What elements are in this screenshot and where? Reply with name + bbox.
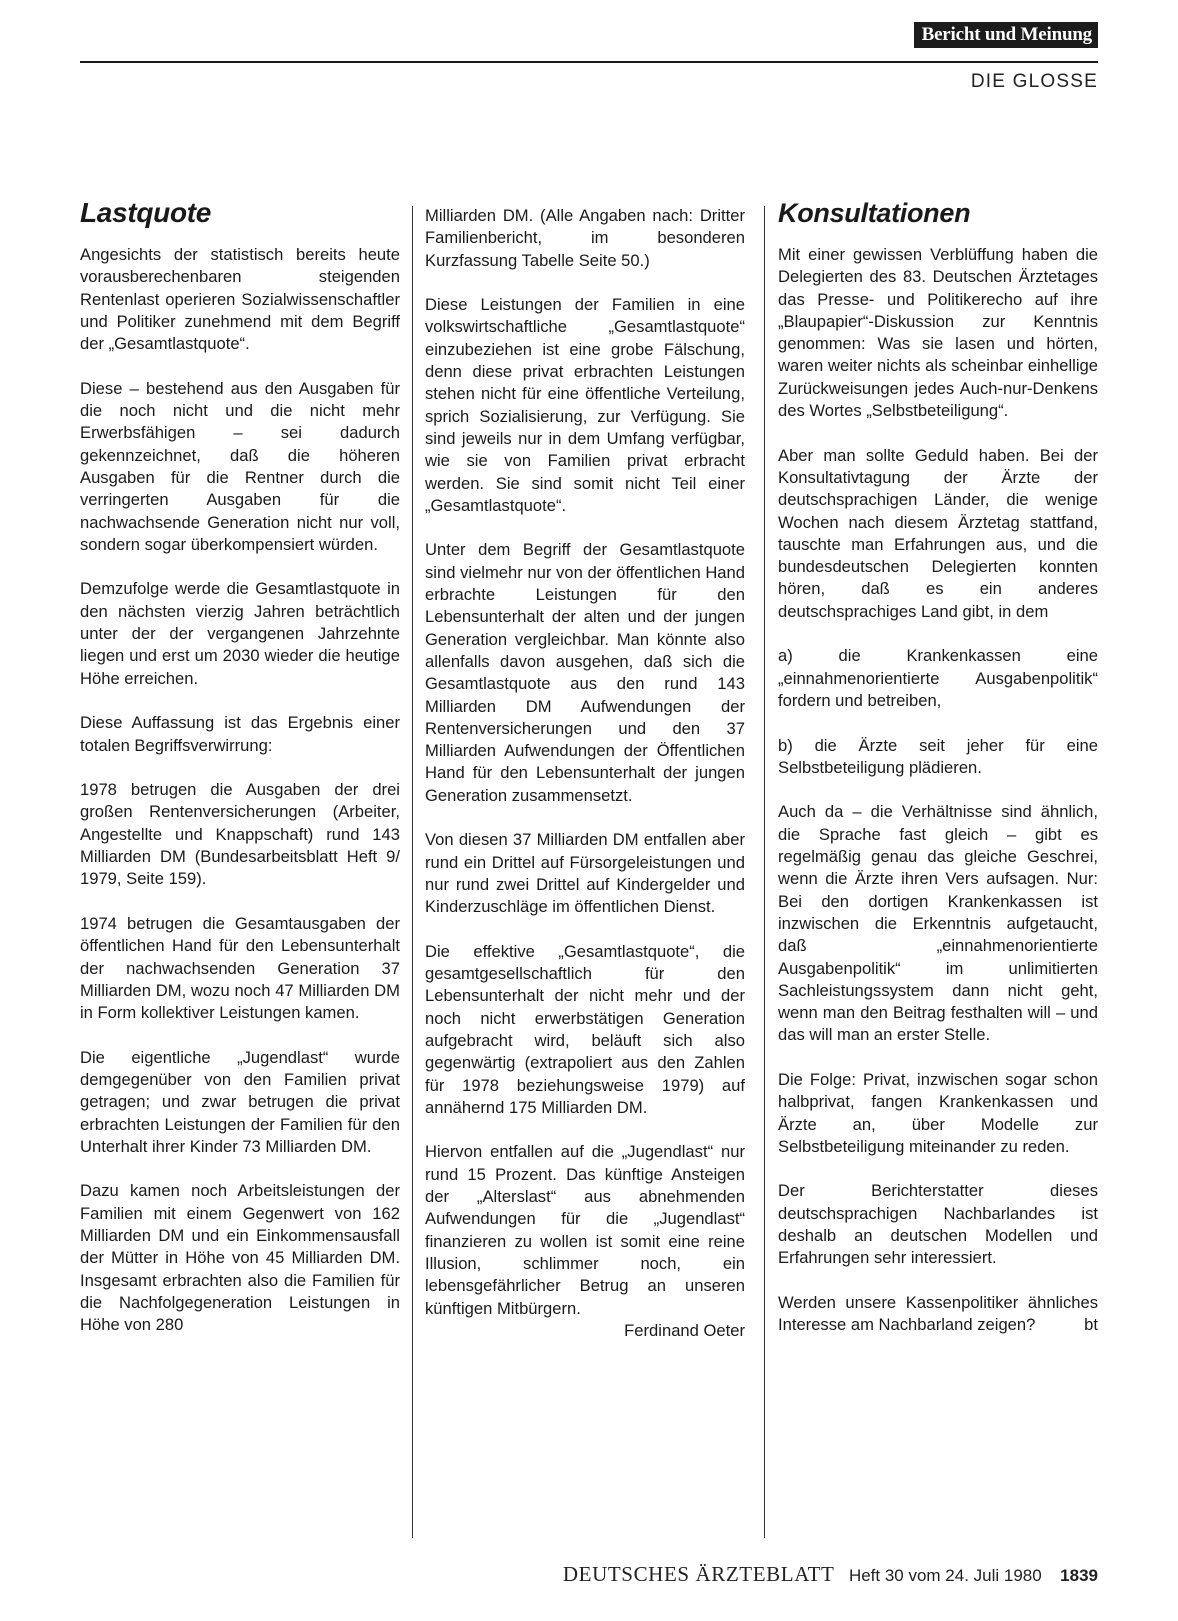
- paragraph: Hiervon entfallen auf die „Jugendlast“ nur rund 15 Prozent. Das künftige Ansteigen der „Alterslast“ aus abnehmenden Aufwendungen für die „Jugendlast“ finanzieren zu wollen ist somit eine reine Illusion, schlimmer noch, ein lebensgefährlicher Betrug an unseren künftigen Mitbürgern.: [425, 1142, 745, 1318]
- article-lastquote-column-1: [80, 196, 400, 1337]
- issue-info: Heft 30 vom 24. Juli 1980: [848, 1566, 1042, 1585]
- paragraph: Milliarden DM. (Alle Angaben nach: Dritter Familienbericht, im besonderen Kurzfassung Tabelle Seite 50.): [425, 206, 745, 270]
- paragraph: Diese Leistungen der Familien in eine volkswirtschaftliche „Gesamtlastquote“ einzubeziehen ist eine grobe Fälschung, denn diese privat erbrachten Leistungen stehen nicht für eine öffentliche Verteilung, sprich Sozialisierung, zur Verfügung. Sie sind jeweils nur in dem Umfang verfügbar, wie sie von Familien privat erbracht werden. Sie sind somit nicht Teil einer „Gesamtlastquote“.: [425, 295, 745, 515]
- journal-name: DEUTSCHES ÄRZTEBLATT: [562, 1562, 835, 1586]
- closing-text: Werden unsere Kassenpolitiker ähnliches Interesse am Nachbarland zeigen?: [778, 1292, 1098, 1335]
- paragraph: Die eigentliche „Jugendlast“ wurde demgegenüber von den Familien privat getragen; und zwar betrugen die privat erbrachten Leistungen der Familien für den Unterhalt ihrer Kinder 73 Milliarden DM.: [80, 1047, 400, 1156]
- paragraph: Auch da – die Verhältnisse sind ähnlich, die Sprache fast gleich – gibt es regelmäßig genau das gleiche Geschrei, wenn die Ärzte ihren Vers aufsagen. Nur: Bei den dortigen Krankenkassen ist inzwischen die Erkenntnis aufgetaucht, daß „einnahmenorientierte Ausgabenpolitik“ im unlimitierten Sachleistungssystem dann nicht geht, wenn man den Beitrag festhalten will – und das will man an erster Stelle.: [778, 802, 1098, 1045]
- paragraph: Diese Auffassung ist das Ergebnis einer totalen Begriffsverwirrung:: [80, 713, 400, 755]
- paragraph: Demzufolge werde die Gesamtlastquote in den nächsten vierzig Jahren beträchtlich unter der der vergangenen Jahrzehnte liegen und erst um 2030 wieder die heutige Höhe erreichen.: [80, 579, 400, 688]
- paragraph: Diese – bestehend aus den Ausgaben für die noch nicht und die nicht mehr Erwerbsfähigen – sei dadurch gekennzeichnet, daß die höheren Ausgaben für die Rentner durch die verringerten Ausgaben für die nachwachsende Generation nicht nur voll, sondern sogar überkompensiert würden.: [80, 378, 400, 554]
- closing-paragraph: [778, 1292, 1098, 1337]
- signature: bt: [1084, 1315, 1098, 1335]
- article-konsultationen: [778, 196, 1098, 1337]
- article-title-lastquote: Lastquote: [80, 197, 212, 228]
- paragraph: 1978 betrugen die Ausgaben der drei großen Rentenversicherungen (Arbeiter, Angestellte und Knappschaft) rund 143 Milliarden DM (Bundesarbeitsblatt Heft 9/ 1979, Seite 159).: [80, 780, 400, 889]
- article-lastquote-column-2: [425, 205, 745, 1342]
- paragraph: a) die Krankenkassen eine „einnahmenorientierte Ausgabenpolitik“ fordern und betreiben,: [778, 646, 1098, 710]
- page-footer: [563, 1562, 1098, 1587]
- paragraph: b) die Ärzte seit jeher für eine Selbstbeteiligung plädieren.: [778, 735, 1098, 777]
- column-divider: [412, 206, 413, 1538]
- paragraph: Aber man sollte Geduld haben. Bei der Konsultativtagung der Ärzte der deutschsprachigen Länder, die wenige Wochen nach diesem Ärztetag stattfand, tauschte man Erfahrungen aus, und die bundesdeutschen Delegierten konnten hören, daß es ein anderes deutschsprachiges Land gibt, in dem: [778, 445, 1098, 621]
- rubric-label: DIE GLOSSE: [970, 71, 1098, 92]
- paragraph: Unter dem Begriff der Gesamtlastquote sind vielmehr nur von der öffentlichen Hand erbrachte Leistungen für den Lebensunterhalt der alten und der jungen Generation vergleichbar. Man könnte also allenfalls davon ausgehen, daß sich die Gesamtlastquote aus den rund 143 Milliarden DM Aufwendungen der Rentenversicherungen und den 37 Milliarden Aufwendungen der Öffentlichen Hand für den Lebensunterhalt der jungen Generation zusammensetzt.: [425, 540, 745, 805]
- paragraph: Angesichts der statistisch bereits heute vorausberechenbaren steigenden Rentenlast operieren Sozialwissenschaftler und Politiker zunehmend mit dem Begriff der „Gesamtlastquote“.: [80, 245, 400, 354]
- header-rule: [80, 61, 1098, 63]
- section-label: Bericht und Meinung: [914, 22, 1098, 48]
- paragraph: 1974 betrugen die Gesamtausgaben der öffentlichen Hand für den Lebensunterhalt der nachwachsenden Generation 37 Milliarden DM, wozu noch 47 Milliarden DM in Form kollektiver Leistungen kamen.: [80, 913, 400, 1023]
- paragraph: Von diesen 37 Milliarden DM entfallen aber rund ein Drittel auf Fürsorgeleistungen und nur rund zwei Drittel auf Kindergelder und Kinderzuschläge im öffentlichen Dienst.: [425, 830, 745, 917]
- paragraph: Die effektive „Gesamtlastquote“, die gesamtgesellschaftlich für den Lebensunterhalt der nicht mehr und der noch nicht erwerbstätigen Generation aufgebracht wird, beläuft sich also gegenwärtig (extrapoliert aus den Zahlen für 1978 beziehungsweise 1979) auf annähernd 175 Milliarden DM.: [425, 941, 745, 1117]
- column-divider: [764, 206, 765, 1538]
- page-number: 1839: [1060, 1566, 1098, 1585]
- paragraph: Der Berichterstatter dieses deutschsprachigen Nachbarlandes ist deshalb an deutschen Modellen und Erfahrungen sehr interessiert.: [778, 1181, 1098, 1268]
- paragraph: Dazu kamen noch Arbeitsleistungen der Familien mit einem Gegenwert von 162 Milliarden DM und ein Einkommensausfall der Mütter in Höhe von 45 Milliarden DM. Insgesamt erbrachten also die Familien für die Nachfolgegeneration Leistungen in Höhe von 280: [80, 1181, 400, 1335]
- paragraph: Die Folge: Privat, inzwischen sogar schon halbprivat, fangen Krankenkassen und Ärzte an, über Modelle zur Selbstbeteiligung miteinander zu reden.: [778, 1069, 1098, 1156]
- article-title-konsultationen: Konsultationen: [778, 198, 971, 228]
- author-name: Ferdinand Oeter: [624, 1320, 745, 1340]
- paragraph: Mit einer gewissen Verblüffung haben die Delegierten des 83. Deutschen Ärztetages das Presse- und Politikerecho auf ihre „Blaupapier“-Diskussion zur Kenntnis genommen: Was sie lasen und hörten, waren weiter nichts als scheinbar einhellige Zurückweisungen jedes Auch-nur-Denkens des Wortes „Selbstbeteiligung“.: [778, 245, 1098, 421]
